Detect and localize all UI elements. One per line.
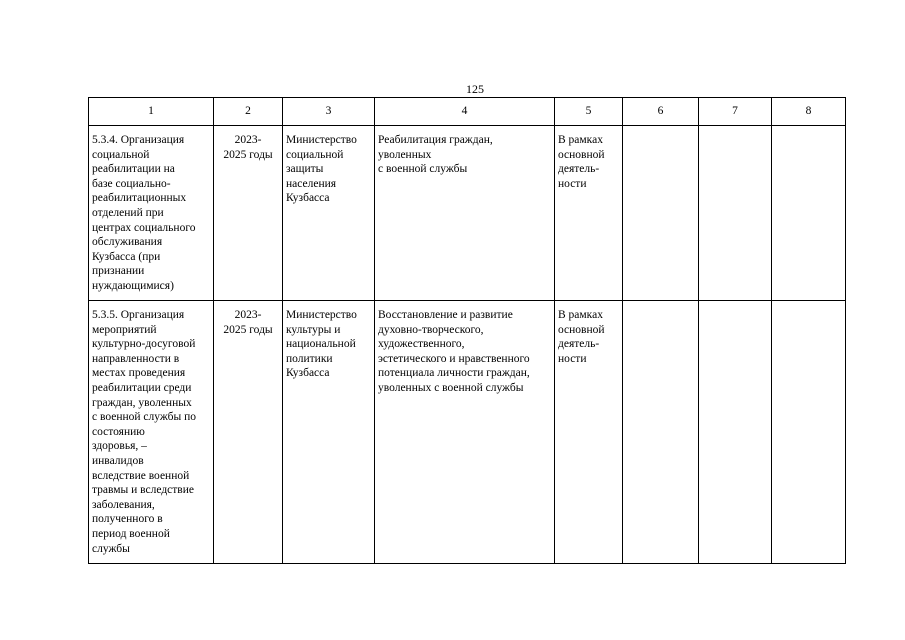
result-cell <box>375 126 555 301</box>
measures-table <box>88 97 846 564</box>
funding-text: В рамках основной деятель- ности <box>558 134 605 190</box>
period-cell <box>214 126 283 301</box>
funding-cell <box>555 301 623 564</box>
header-col-1: 1 <box>89 98 214 126</box>
result-text: Восстановление и развитие духовно-творческого, художественного, эстетического и нравственного потенциала личности граждан, уволенных с военной службы <box>378 309 530 394</box>
header-col-6: 6 <box>623 98 699 126</box>
period-cell <box>214 301 283 564</box>
header-col-7: 7 <box>699 98 772 126</box>
col8-cell <box>772 126 846 301</box>
table-row <box>89 301 846 564</box>
col6-cell <box>623 301 699 564</box>
header-col-5: 5 <box>555 98 623 126</box>
header-col-2: 2 <box>214 98 283 126</box>
col6-cell <box>623 126 699 301</box>
header-col-3: 3 <box>283 98 375 126</box>
executor-text: Министерство культуры и национальной политики Кузбасса <box>286 309 357 380</box>
measure-cell <box>89 301 214 564</box>
period-text: 2023- 2025 годы <box>223 134 273 161</box>
col8-cell <box>772 301 846 564</box>
result-text: Реабилитация граждан, уволенных с военной службы <box>378 134 493 176</box>
col7-cell <box>699 126 772 301</box>
executor-text: Министерство социальной защиты населения Кузбасса <box>286 134 357 205</box>
measure-text: 5.3.5. Организация мероприятий культурно-досуговой направленности в местах проведения реабилитации среди граждан, уволенных с военной службы по состоянию здоровья, – инвалидов вследствие военной травмы и вследствие заболевания, полученного в период военной службы <box>92 309 197 555</box>
table-row <box>89 126 846 301</box>
header-col-8: 8 <box>772 98 846 126</box>
executor-cell <box>283 301 375 564</box>
table-header-row <box>89 98 846 126</box>
measure-text: 5.3.4. Организация социальной реабилитации на базе социально- реабилитационных отделений при центрах социального обслуживания Кузбасса (при признании нуждающимися) <box>92 134 196 292</box>
funding-cell <box>555 126 623 301</box>
period-text: 2023- 2025 годы <box>223 309 273 336</box>
measure-cell <box>89 126 214 301</box>
header-col-4: 4 <box>375 98 555 126</box>
page-number: 125 <box>466 82 484 96</box>
funding-text: В рамках основной деятель- ности <box>558 309 605 365</box>
executor-cell <box>283 126 375 301</box>
result-cell <box>375 301 555 564</box>
col7-cell <box>699 301 772 564</box>
